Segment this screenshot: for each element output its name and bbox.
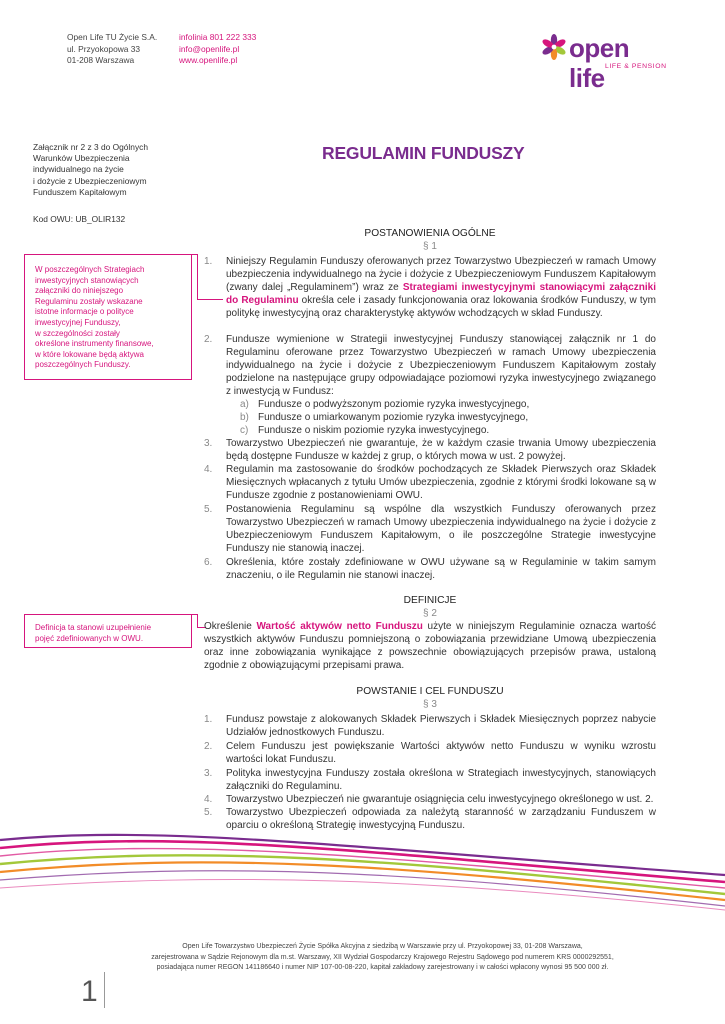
note-line: załączniki do niniejszego	[35, 286, 124, 296]
paragraph-mark: § 1	[423, 241, 437, 252]
hotline-text: infolinia 801 222 333	[179, 32, 257, 42]
company-line: 01-208 Warszawa	[67, 55, 135, 66]
attachment-note	[33, 142, 193, 198]
company-line: ul. Przyokopowa 33	[67, 43, 141, 54]
list-item	[204, 437, 656, 463]
item-text: Określenia, które zostały zdefiniowane w OWU używane są w Regulaminie w takim samym znaczeniu, o ile Regulamin nie stanowi inaczej.	[226, 557, 656, 582]
footer-line: posiadająca numer REGON 141186640 i numer NIP 107-00-08-220, kapitał zakładowy zarejestrowany i w całości wpłacony wynosi 95 500 000 zł.	[156, 964, 609, 972]
footer-line: Open Life Towarzystwo Ubezpieczeń Życie Spółka Akcyjna z siedzibą w Warszawie przy ul. Przyokopowej 33, 01-208 Warszawa,	[182, 943, 583, 950]
highlight-term: Strategiami inwestycyjnymi stanowiącymi załączniki do Regulaminu	[226, 282, 656, 307]
company-contact	[179, 32, 256, 67]
item-number: 5.	[204, 504, 213, 515]
highlight-term: Wartość aktywów netto Funduszu	[256, 621, 423, 632]
section-heading-general: POSTANOWIENIA OGÓLNE	[364, 228, 496, 239]
item-text: Towarzystwo Ubezpieczeń nie gwarantuje, że w każdym czasie trwania Umowy ubezpieczenia będą dostępne Fundusze w każdej z grup, o których mowa w ust. 2 powyżej.	[226, 438, 656, 463]
definition-text: Określenie Wartość aktywów netto Funduszu użyte w niniejszym Regulaminie oznacza wartość wszystkich aktywów Funduszu pomniejszoną o zobowiązania przewidziane Umową ubezpieczenia oraz inne zobowiązania wynikające z powszechnie obowiązujących przepisów prawa, ustaloną zgodnie z obowiązującymi przepisami prawa.	[204, 621, 656, 672]
legal-footer	[120, 942, 645, 974]
item-number: 4.	[204, 464, 213, 475]
sub-list-item	[240, 424, 656, 437]
item-number: 4.	[204, 794, 213, 805]
decorative-waves	[0, 820, 725, 915]
note-connector	[197, 254, 198, 300]
item-number: 1.	[204, 714, 213, 725]
email-link[interactable]: info@openlife.pl	[179, 43, 240, 54]
item-number: 6.	[204, 557, 213, 568]
item-letter: a)	[240, 399, 249, 410]
company-address	[67, 32, 157, 67]
item-number: 2.	[204, 741, 213, 752]
flower-icon	[539, 33, 569, 67]
attachment-line: i dożycie z Ubezpieczeniowym	[33, 175, 147, 186]
page-number-divider	[104, 972, 105, 1008]
item-text: Fundusze wymienione w Strategii inwestycyjnej Funduszy stanowiącej załącznik nr 1 do Regulaminu oferowane przez Towarzystwo Ubezpieczeń w ramach Umowy ubezpieczenia indywidualnego na życie i dożycie z Ubezpieczeniowym Funduszem Kapitałowym zostały podzielone na następujące grupy odpowiadające poziomowi ryzyka inwestycyjnego związanego z inwestycją w Fundusz:	[226, 334, 656, 398]
document-title: REGULAMIN FUNDUSZY	[322, 143, 525, 163]
note-line: istotne informacje o polityce	[35, 307, 134, 317]
item-text: Postanowienia Regulaminu są wspólne dla wszystkich Funduszy oferowanych przez Towarzystwo Ubezpieczeń w ramach Umowy ubezpieczenia indywidualnego na życie i dożycie z Ubezpieczeniowym Funduszem Kapitałowym, o ile poszczególne Strategie inwestycyjne Funduszy nie stanowią inaczej.	[226, 504, 656, 555]
item-number: 3.	[204, 768, 213, 779]
item-text: Fundusz powstaje z alokowanych Składek Pierwszych i Składek Miesięcznych poprzez nabycie Udziałów jednostkowych Funduszu.	[226, 714, 656, 739]
note-line: poszczególnych Funduszy.	[35, 360, 131, 370]
definition-note-box	[24, 614, 192, 648]
list-item	[204, 713, 656, 739]
footer-line: zarejestrowana w Sądzie Rejonowym dla m.st. Warszawy, XII Wydział Gospodarczy Krajowego Rejestru Sądowego pod numerem KRS 0000292551,	[151, 953, 614, 961]
logo-wordmark: open life	[569, 33, 630, 93]
note-line: W poszczególnych Strategiach	[35, 265, 145, 274]
list-item	[204, 255, 656, 320]
list-item	[204, 556, 656, 582]
note-line: pojęć zdefiniowanych w OWU.	[35, 633, 144, 643]
list-item	[204, 740, 656, 766]
item-text: Towarzystwo Ubezpieczeń nie gwarantuje osiągnięcia celu inwestycyjnego określonego w ust. 2.	[226, 794, 654, 805]
page-number: 1	[81, 975, 98, 1008]
note-line: w szczególności zostały	[35, 328, 120, 338]
note-connector	[197, 614, 198, 628]
list-item	[204, 463, 656, 502]
paragraph-mark: § 2	[423, 608, 437, 619]
item-text: Celem Funduszu jest powiększanie Wartości aktywów netto Funduszu w wyniku wzrostu wartości lokat Funduszu.	[226, 741, 656, 766]
item-text: Fundusze o podwyższonym poziomie ryzyka inwestycyjnego,	[258, 399, 530, 410]
attachment-line: Funduszem Kapitałowym	[33, 186, 127, 197]
strategy-note-box	[24, 254, 192, 380]
note-line: określone instrumenty finansowe,	[35, 339, 154, 349]
item-number: 2.	[204, 334, 213, 345]
paragraph-mark: § 3	[423, 699, 437, 710]
list-item	[204, 767, 656, 793]
attachment-line: Warunków Ubezpieczenia	[33, 153, 130, 164]
item-number: 5.	[204, 807, 213, 818]
website-link[interactable]: www.openlife.pl	[179, 55, 238, 66]
list-item	[204, 333, 656, 398]
company-line: Open Life TU Życie S.A.	[67, 32, 158, 42]
item-number: 1.	[204, 256, 213, 267]
note-line: w które lokowane będą aktywa	[35, 349, 144, 359]
item-text: Polityka inwestycyjna Funduszy została określona w Strategiach inwestycyjnych, stanowiących załączniki do Regulaminu.	[226, 768, 656, 793]
note-line: Definicja ta stanowi uzupełnienie	[35, 623, 152, 632]
sub-list-item	[240, 411, 656, 424]
item-text: Fundusze o umiarkowanym poziomie ryzyka inwestycyjnego,	[258, 412, 529, 423]
logo-tagline: LIFE & PENSION	[605, 63, 667, 70]
item-text: Towarzystwo Ubezpieczeń odpowiada za należytą staranność w zarządzaniu Funduszem w oparciu o określoną Strategię inwestycyjną Funduszu.	[226, 807, 656, 832]
section-heading-definitions: DEFINICJE	[403, 595, 457, 606]
attachment-line: indywidualnego na życie	[33, 164, 124, 175]
item-number: 3.	[204, 438, 213, 449]
item-letter: c)	[240, 425, 249, 436]
note-line: inwestycyjnych stanowiących	[35, 275, 139, 285]
list-item	[204, 793, 656, 806]
item-text: Regulamin ma zastosowanie do środków pochodzących ze Składek Pierwszych oraz Składek Miesięcznych wpłacanych z tytułu Umów ubezpieczenia, zgodnie z którymi środki lokowane są w Fundusze zgodnie z postanowieniami OWU.	[226, 464, 656, 502]
openlife-logo	[539, 33, 669, 93]
section-heading-fund-purpose: POWSTANIE I CEL FUNDUSZU	[356, 686, 504, 697]
list-item	[204, 503, 656, 555]
item-text: Fundusze o niskim poziomie ryzyka inwestycyjnego.	[258, 425, 490, 436]
note-line: inwestycyjnej Funduszy,	[35, 317, 121, 327]
sub-list-item	[240, 398, 656, 411]
attachment-line: Załącznik nr 2 z 3 do Ogólnych	[33, 142, 148, 152]
item-text: Niniejszy Regulamin Funduszy oferowanych przez Towarzystwo Ubezpieczeń w ramach Umowy ubezpieczenia indywidualnego na życie i dożycie z Ubezpieczeniowym Funduszem Kapitałowym (zwany dalej „Regulaminem”) wraz ze Strategiami inwestycyjnymi stanowiącymi załączniki do Regulaminu określa cele i zasady funkcjonowania oraz lokowania środków Funduszy, w tym politykę inwestycyjną oraz charakterystykę aktywów wchodzących w skład Funduszy.	[226, 256, 656, 320]
note-line: Regulaminu zostały wskazane	[35, 296, 143, 306]
item-letter: b)	[240, 412, 249, 423]
owu-code: Kod OWU: UB_OLIR132	[33, 214, 126, 224]
